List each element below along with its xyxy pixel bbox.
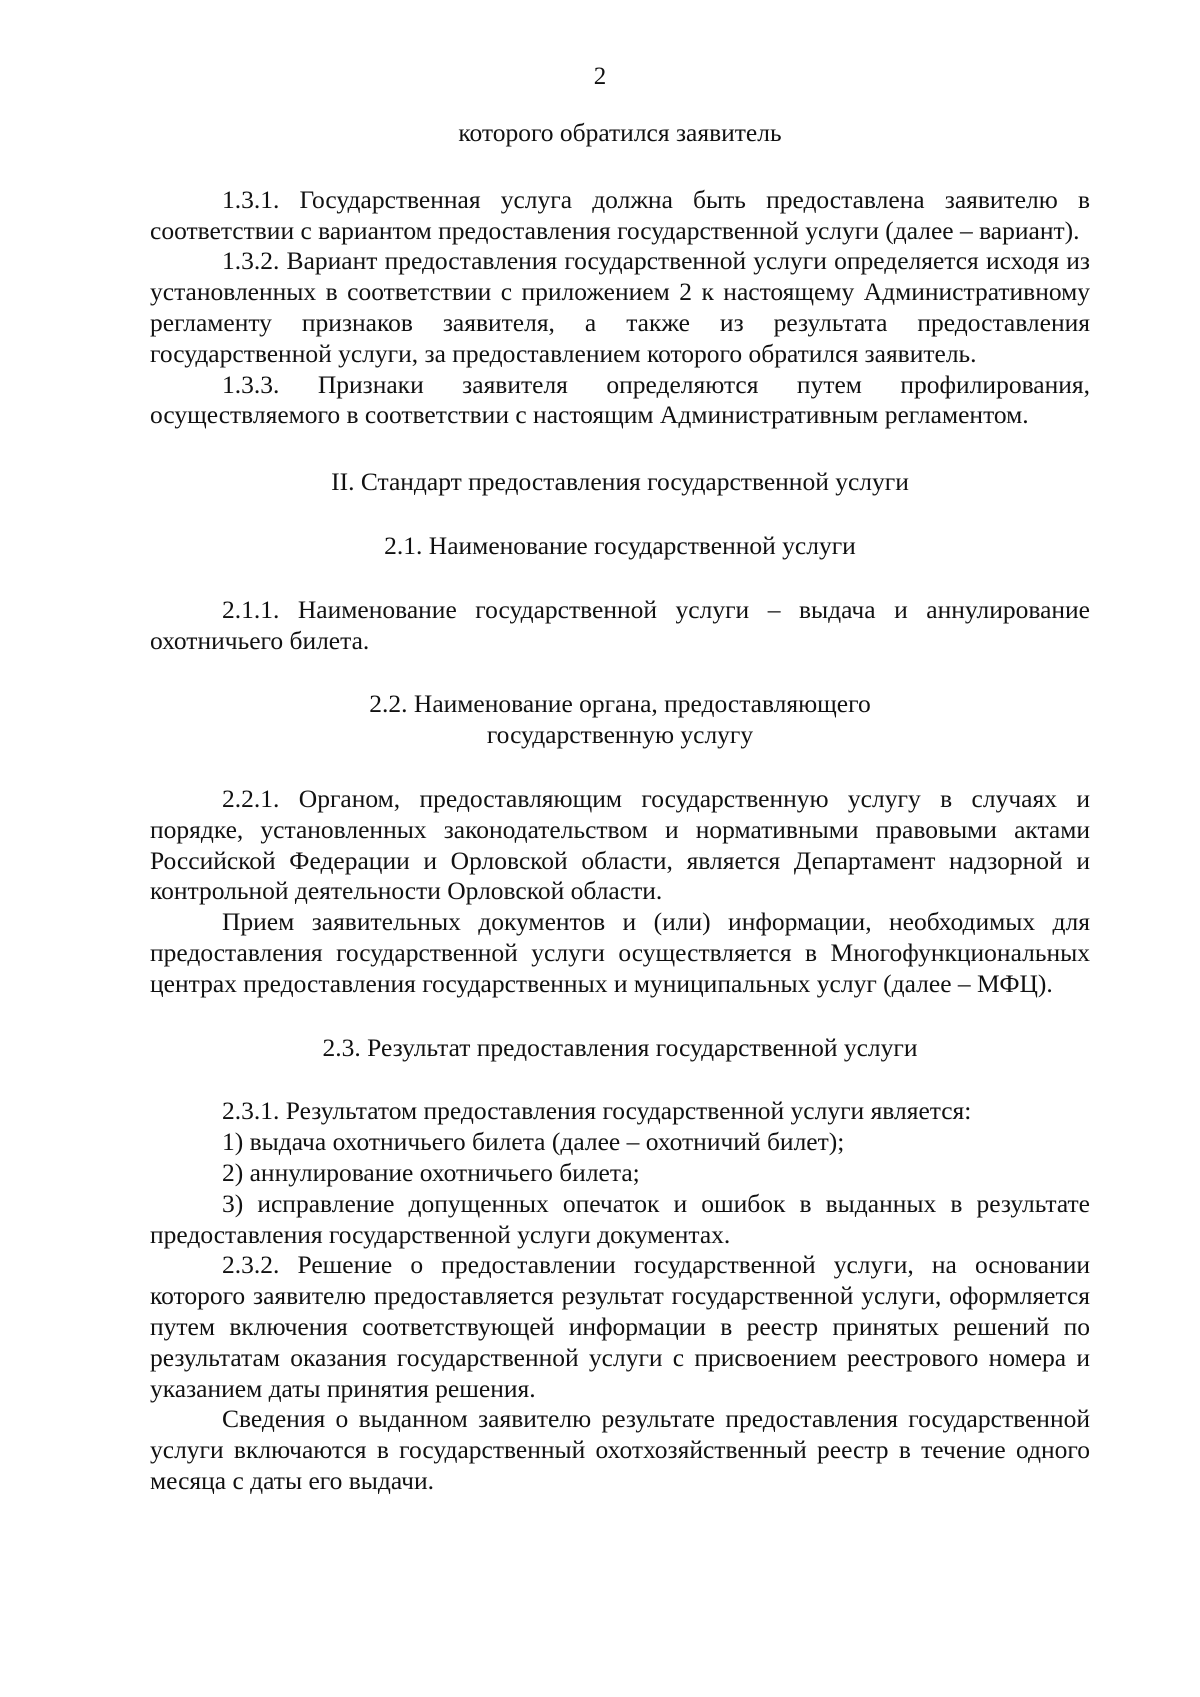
list-item-1: 1) выдача охотничьего билета (далее – охотничий билет); [222,1127,845,1157]
section-1-3-heading-tail: которого обратился заявитель [458,118,782,147]
paragraph-2-1-1: 2.1.1. Наименование государственной услуги – выдача и аннулирование охотничьего билета. [150,594,1090,655]
list-item-3: 3) исправление допущенных опечаток и ошибок в выданных в результате предоставления государственной услуги документах. [150,1188,1090,1249]
paragraph-2-3-1: 2.3.1. Результатом предоставления государственной услуги является: [222,1096,972,1126]
paragraph-2-2-2: Прием заявительных документов и (или) информации, необходимых для предоставления государственной услуги осуществляется в Многофункциональных центрах предоставления государственных и муниципальных услуг (далее – МФЦ). [150,907,1090,998]
section-2-2-heading-line-1: 2.2. Наименование органа, предоставляющего [369,689,871,719]
paragraph-2-3-3: Сведения о выданном заявителю результате предоставления государственной услуги включаются в государственный охотхозяйственный реестр в течение одного месяца с даты его выдачи. [150,1404,1090,1495]
paragraph-2-2-1: 2.2.1. Органом, предоставляющим государственную услугу в случаях и порядке, установленных законодательством и нормативными правовыми актами Российской Федерации и Орловской области, является Департамент надзорной и контрольной деятельности Орловской области. [150,783,1090,906]
paragraph-1-3-1: 1.3.1. Государственная услуга должна быть предоставлена заявителю в соответствии с вариантом предоставления государственной услуги (далее – вариант). [150,184,1090,245]
section-2-1-heading: 2.1. Наименование государственной услуги [384,530,856,560]
section-2-2-heading-line-2: государственную услугу [486,720,754,750]
list-item-2: 2) аннулирование охотничьего билета; [222,1157,640,1187]
page-number: 2 [593,63,607,90]
paragraph-2-3-2: 2.3.2. Решение о предоставлении государственной услуги, на основании которого заявителю предоставляется результат государственной услуги, оформляется путем включения соответствующей информации в реестр принятых решений по результатам оказания государственной услуги с присвоением реестрового номера и указанием даты принятия решения. [150,1250,1090,1403]
section-2-heading: II. Стандарт предоставления государственной услуги [331,467,909,497]
paragraph-1-3-3: 1.3.3. Признаки заявителя определяются путем профилирования, осуществляемого в соответствии с настоящим Административным регламентом. [150,369,1090,430]
document-body [150,118,1090,1497]
section-2-3-heading: 2.3. Результат предоставления государственной услуги [322,1032,918,1062]
paragraph-1-3-2: 1.3.2. Вариант предоставления государственной услуги определяется исходя из установленных в соответствии с приложением 2 к настоящему Административному регламенту признаков заявителя, а также из результата предоставления государственной услуги, за предоставлением которого обратился заявитель. [150,246,1090,368]
